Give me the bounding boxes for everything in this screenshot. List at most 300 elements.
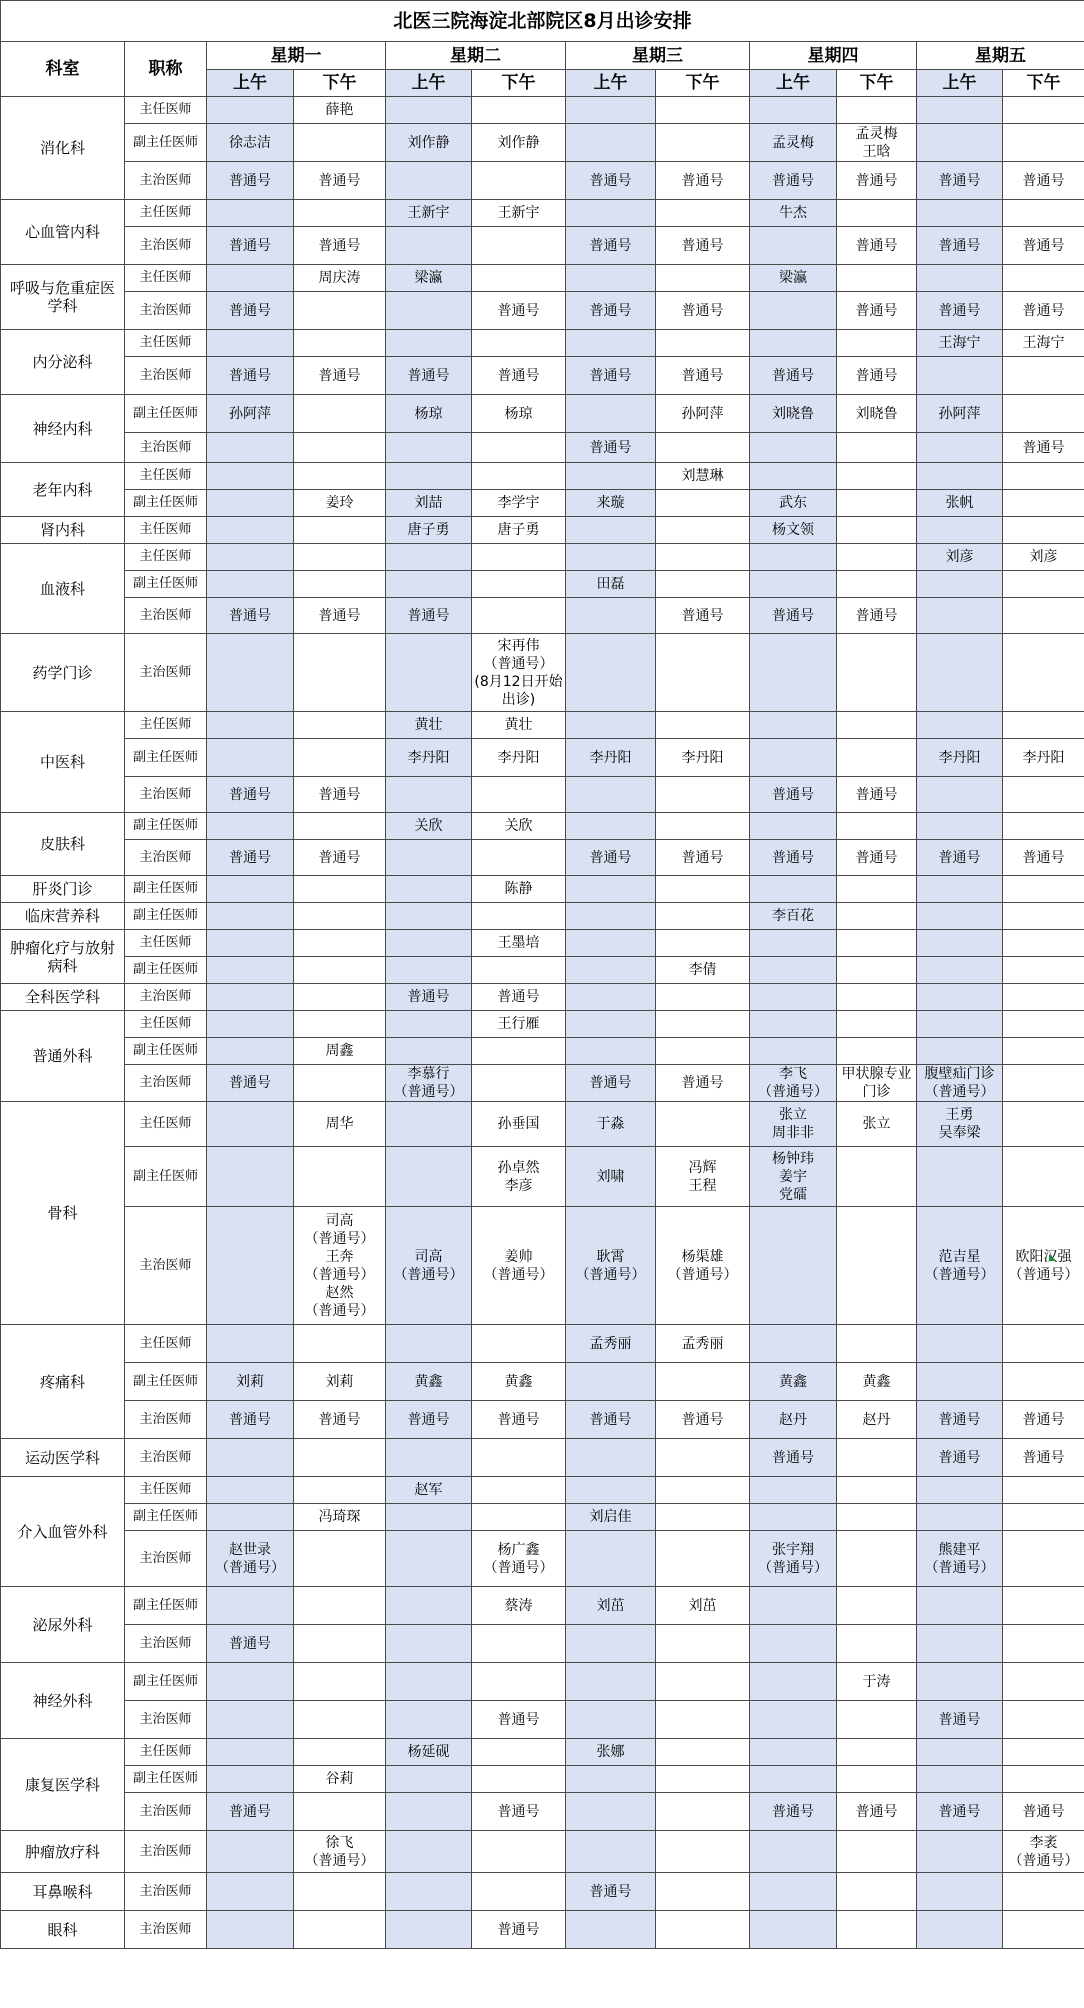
doctor-title: 主治医师 — [125, 292, 207, 330]
schedule-cell — [207, 1587, 294, 1625]
schedule-cell: 普通号 — [837, 162, 917, 200]
schedule-cell — [294, 1625, 386, 1663]
schedule-cell: 普通号 — [1003, 1401, 1084, 1439]
schedule-cell — [837, 1587, 917, 1625]
schedule-cell: 黄壮 — [386, 712, 472, 739]
schedule-row — [1, 1793, 1084, 1831]
schedule-cell — [837, 1531, 917, 1587]
schedule-cell: 周华 — [294, 1102, 386, 1147]
doctor-title: 主任医师 — [125, 517, 207, 544]
doctor-title: 副主任医师 — [125, 1766, 207, 1793]
schedule-cell — [207, 517, 294, 544]
schedule-cell — [750, 984, 837, 1011]
schedule-cell — [1003, 876, 1084, 903]
schedule-cell — [1003, 930, 1084, 957]
schedule-cell — [750, 1038, 837, 1065]
schedule-row — [1, 813, 1084, 840]
doctor-title: 主任医师 — [125, 544, 207, 571]
schedule-cell: 徐飞 （普通号） — [294, 1831, 386, 1873]
schedule-cell — [656, 124, 750, 162]
schedule-cell — [837, 712, 917, 739]
page-title: 北医三院海淀北部院区8月出诊安排 — [1, 1, 1084, 42]
schedule-cell — [207, 200, 294, 227]
schedule-row — [1, 1831, 1084, 1873]
doctor-title: 主任医师 — [125, 265, 207, 292]
schedule-cell — [386, 634, 472, 712]
department-name: 中医科 — [1, 712, 125, 813]
schedule-cell — [386, 1911, 472, 1949]
schedule-cell: 耿霄 （普通号） — [566, 1207, 656, 1325]
schedule-cell: 刘啸 — [566, 1147, 656, 1207]
schedule-row — [1, 1911, 1084, 1949]
schedule-cell — [566, 1831, 656, 1873]
schedule-row — [1, 712, 1084, 739]
schedule-cell: 普通号 — [386, 984, 472, 1011]
schedule-cell — [1003, 1065, 1084, 1102]
schedule-row — [1, 292, 1084, 330]
schedule-cell — [207, 463, 294, 490]
schedule-cell: 普通号 — [566, 292, 656, 330]
schedule-cell — [656, 634, 750, 712]
schedule-cell — [294, 813, 386, 840]
schedule-cell — [294, 984, 386, 1011]
schedule-row — [1, 1207, 1084, 1325]
department-name: 消化科 — [1, 97, 125, 200]
department-name: 康复医学科 — [1, 1739, 125, 1831]
schedule-cell — [294, 1477, 386, 1504]
schedule-row — [1, 1038, 1084, 1065]
schedule-row — [1, 777, 1084, 813]
schedule-cell: 普通号 — [656, 292, 750, 330]
schedule-cell — [917, 1831, 1003, 1873]
schedule-cell — [207, 1873, 294, 1911]
schedule-cell — [837, 984, 917, 1011]
schedule-cell — [1003, 1739, 1084, 1766]
schedule-cell: 孙垂国 — [472, 1102, 566, 1147]
department-name: 临床营养科 — [1, 903, 125, 930]
schedule-row — [1, 544, 1084, 571]
schedule-cell — [207, 1477, 294, 1504]
schedule-cell — [294, 1793, 386, 1831]
schedule-cell — [750, 433, 837, 463]
schedule-cell: 普通号 — [294, 227, 386, 265]
schedule-cell: 李倩 — [656, 957, 750, 984]
doctor-title: 主治医师 — [125, 1831, 207, 1873]
schedule-cell — [837, 1477, 917, 1504]
schedule-cell — [1003, 598, 1084, 634]
schedule-cell — [1003, 1625, 1084, 1663]
schedule-cell — [917, 1325, 1003, 1363]
department-name: 神经外科 — [1, 1663, 125, 1739]
schedule-cell — [472, 463, 566, 490]
schedule-cell: 普通号 — [1003, 1793, 1084, 1831]
schedule-cell: 普通号 — [656, 840, 750, 876]
schedule-cell — [750, 634, 837, 712]
header-pm: 下午 — [837, 70, 917, 97]
schedule-cell — [917, 1038, 1003, 1065]
schedule-row — [1, 517, 1084, 544]
schedule-cell: 来璇 — [566, 490, 656, 517]
schedule-cell: 梁瀛 — [750, 265, 837, 292]
department-name: 肾内科 — [1, 517, 125, 544]
schedule-cell: 张立 — [837, 1102, 917, 1147]
doctor-title: 主治医师 — [125, 1701, 207, 1739]
header-day-fri: 星期五 — [917, 42, 1084, 70]
schedule-cell — [566, 1701, 656, 1739]
schedule-cell — [566, 903, 656, 930]
schedule-cell — [207, 1831, 294, 1873]
schedule-cell — [656, 1477, 750, 1504]
schedule-cell: 普通号 — [386, 357, 472, 395]
schedule-cell: 普通号 — [472, 1401, 566, 1439]
schedule-cell — [207, 1147, 294, 1207]
doctor-title: 主治医师 — [125, 634, 207, 712]
schedule-cell: 杨渠雄 （普通号） — [656, 1207, 750, 1325]
schedule-cell — [207, 634, 294, 712]
schedule-cell: 普通号 — [472, 292, 566, 330]
schedule-cell: 杨延砚 — [386, 1739, 472, 1766]
schedule-cell — [917, 265, 1003, 292]
schedule-cell — [917, 97, 1003, 124]
schedule-cell — [472, 957, 566, 984]
schedule-cell — [472, 1325, 566, 1363]
schedule-cell — [837, 1439, 917, 1477]
schedule-cell — [837, 1625, 917, 1663]
doctor-title: 副主任医师 — [125, 903, 207, 930]
schedule-cell — [294, 517, 386, 544]
schedule-cell: 关欣 — [386, 813, 472, 840]
schedule-cell: 普通号 — [566, 227, 656, 265]
schedule-cell: 王新宇 — [472, 200, 566, 227]
department-name: 肿瘤放疗科 — [1, 1831, 125, 1873]
schedule-cell — [750, 571, 837, 598]
schedule-cell: 普通号 — [472, 984, 566, 1011]
schedule-row — [1, 463, 1084, 490]
schedule-cell — [207, 739, 294, 777]
schedule-row — [1, 1325, 1084, 1363]
schedule-cell: 普通号 — [207, 357, 294, 395]
schedule-cell — [656, 1663, 750, 1701]
schedule-cell — [750, 1766, 837, 1793]
doctor-title: 主任医师 — [125, 97, 207, 124]
schedule-cell — [656, 517, 750, 544]
schedule-cell: 普通号 — [837, 840, 917, 876]
schedule-cell — [837, 544, 917, 571]
doctor-title: 主治医师 — [125, 162, 207, 200]
schedule-cell — [656, 1831, 750, 1873]
schedule-cell — [837, 1873, 917, 1911]
header-am: 上午 — [207, 70, 294, 97]
department-name: 肝炎门诊 — [1, 876, 125, 903]
schedule-cell: 普通号 — [207, 840, 294, 876]
schedule-cell — [472, 1477, 566, 1504]
schedule-cell: 普通号 — [1003, 840, 1084, 876]
schedule-cell — [386, 1038, 472, 1065]
schedule-cell: 司高 （普通号） — [386, 1207, 472, 1325]
schedule-row — [1, 739, 1084, 777]
schedule-cell: 李丹阳 — [917, 739, 1003, 777]
schedule-cell — [750, 739, 837, 777]
schedule-cell — [294, 1911, 386, 1949]
schedule-row — [1, 490, 1084, 517]
schedule-row — [1, 162, 1084, 200]
schedule-cell — [917, 1625, 1003, 1663]
doctor-title: 主任医师 — [125, 1477, 207, 1504]
doctor-title: 副主任医师 — [125, 739, 207, 777]
schedule-row — [1, 1011, 1084, 1038]
schedule-cell: 普通号 — [472, 1793, 566, 1831]
schedule-cell: 于涛 — [837, 1663, 917, 1701]
schedule-row — [1, 1102, 1084, 1147]
schedule-cell: 牛杰 — [750, 200, 837, 227]
schedule-cell — [207, 876, 294, 903]
doctor-title: 主治医师 — [125, 1439, 207, 1477]
schedule-cell: 刘彦 — [1003, 544, 1084, 571]
schedule-row — [1, 957, 1084, 984]
schedule-cell: 普通号 — [656, 162, 750, 200]
schedule-cell: 普通号 — [1003, 227, 1084, 265]
schedule-cell: 普通号 — [750, 357, 837, 395]
schedule-row — [1, 1531, 1084, 1587]
schedule-cell: 唐子勇 — [472, 517, 566, 544]
schedule-cell — [386, 97, 472, 124]
schedule-cell: 杨文领 — [750, 517, 837, 544]
schedule-cell: 王墨培 — [472, 930, 566, 957]
doctor-title: 主任医师 — [125, 1739, 207, 1766]
schedule-cell — [386, 571, 472, 598]
schedule-cell — [207, 433, 294, 463]
schedule-cell — [472, 97, 566, 124]
doctor-title: 副主任医师 — [125, 124, 207, 162]
schedule-cell: 普通号 — [917, 292, 1003, 330]
schedule-cell: 李丹阳 — [656, 739, 750, 777]
schedule-cell — [386, 777, 472, 813]
schedule-cell — [472, 1873, 566, 1911]
schedule-cell: 周庆涛 — [294, 265, 386, 292]
schedule-cell — [1003, 634, 1084, 712]
doctor-title: 主任医师 — [125, 930, 207, 957]
schedule-cell — [207, 1766, 294, 1793]
schedule-cell: 徐志洁 — [207, 124, 294, 162]
schedule-cell — [837, 1911, 917, 1949]
schedule-cell — [566, 984, 656, 1011]
schedule-cell — [386, 162, 472, 200]
schedule-cell — [566, 1766, 656, 1793]
schedule-cell — [294, 1739, 386, 1766]
schedule-cell — [837, 903, 917, 930]
schedule-cell — [566, 634, 656, 712]
schedule-cell: 杨钟玮 姜宇 党礌 — [750, 1147, 837, 1207]
schedule-cell — [917, 1739, 1003, 1766]
schedule-row — [1, 1701, 1084, 1739]
schedule-cell: 田磊 — [566, 571, 656, 598]
schedule-cell — [917, 777, 1003, 813]
schedule-cell: 普通号 — [837, 1793, 917, 1831]
schedule-cell — [750, 544, 837, 571]
schedule-row — [1, 1439, 1084, 1477]
doctor-title: 副主任医师 — [125, 1587, 207, 1625]
schedule-cell: 普通号 — [917, 1701, 1003, 1739]
schedule-cell — [566, 1011, 656, 1038]
schedule-row — [1, 876, 1084, 903]
schedule-cell: 司高 （普通号） 王奔 （普通号） 赵然 （普通号） — [294, 1207, 386, 1325]
department-name: 老年内科 — [1, 463, 125, 517]
schedule-cell — [656, 1766, 750, 1793]
schedule-cell — [294, 124, 386, 162]
schedule-cell: 张娜 — [566, 1739, 656, 1766]
doctor-title: 副主任医师 — [125, 395, 207, 433]
schedule-cell — [656, 1739, 750, 1766]
schedule-cell — [472, 1766, 566, 1793]
schedule-cell — [294, 903, 386, 930]
schedule-cell: 赵世录 （普通号） — [207, 1531, 294, 1587]
schedule-row — [1, 634, 1084, 712]
schedule-cell — [472, 571, 566, 598]
schedule-cell: 普通号 — [1003, 292, 1084, 330]
schedule-cell — [917, 1911, 1003, 1949]
cell-corner-marker — [1049, 1254, 1056, 1261]
schedule-cell — [566, 544, 656, 571]
schedule-cell: 普通号 — [656, 598, 750, 634]
schedule-cell: 李丹阳 — [472, 739, 566, 777]
schedule-cell — [1003, 813, 1084, 840]
schedule-cell — [750, 1831, 837, 1873]
schedule-cell — [566, 97, 656, 124]
schedule-cell — [656, 876, 750, 903]
schedule-cell — [207, 903, 294, 930]
schedule-cell — [566, 1911, 656, 1949]
schedule-cell: 普通号 — [750, 840, 837, 876]
schedule-cell: 普通号 — [917, 1439, 1003, 1477]
schedule-cell — [566, 1663, 656, 1701]
header-am: 上午 — [750, 70, 837, 97]
doctor-title: 主治医师 — [125, 357, 207, 395]
doctor-title: 主治医师 — [125, 1207, 207, 1325]
schedule-row — [1, 1477, 1084, 1504]
schedule-cell — [207, 265, 294, 292]
schedule-cell: 普通号 — [837, 357, 917, 395]
doctor-title: 副主任医师 — [125, 1147, 207, 1207]
schedule-cell — [1003, 463, 1084, 490]
doctor-title: 主治医师 — [125, 1401, 207, 1439]
schedule-cell — [207, 1325, 294, 1363]
doctor-title: 主任医师 — [125, 1011, 207, 1038]
schedule-cell — [1003, 1766, 1084, 1793]
header-level: 职称 — [125, 42, 207, 97]
schedule-cell — [207, 984, 294, 1011]
schedule-cell — [386, 1531, 472, 1587]
schedule-cell — [566, 813, 656, 840]
schedule-cell — [386, 1701, 472, 1739]
header-pm: 下午 — [1003, 70, 1084, 97]
schedule-cell — [1003, 265, 1084, 292]
schedule-cell — [294, 200, 386, 227]
schedule-cell: 普通号 — [750, 598, 837, 634]
schedule-cell — [1003, 712, 1084, 739]
schedule-cell — [566, 598, 656, 634]
schedule-cell — [917, 712, 1003, 739]
schedule-cell: 普通号 — [207, 1065, 294, 1102]
schedule-cell: 张宇翔 （普通号） — [750, 1531, 837, 1587]
schedule-cell — [386, 930, 472, 957]
schedule-cell — [917, 1766, 1003, 1793]
schedule-cell — [656, 712, 750, 739]
schedule-cell — [472, 162, 566, 200]
schedule-cell — [472, 227, 566, 265]
schedule-cell — [207, 1038, 294, 1065]
schedule-cell: 普通号 — [837, 227, 917, 265]
schedule-cell — [656, 777, 750, 813]
schedule-cell — [294, 463, 386, 490]
schedule-cell: 李慕行 （普通号） — [386, 1065, 472, 1102]
schedule-row — [1, 1766, 1084, 1793]
schedule-cell: 赵军 — [386, 1477, 472, 1504]
schedule-cell — [1003, 1147, 1084, 1207]
schedule-cell — [207, 1911, 294, 1949]
schedule-cell — [837, 571, 917, 598]
schedule-cell — [750, 463, 837, 490]
schedule-cell — [566, 1477, 656, 1504]
schedule-cell: 李袤 （普通号） — [1003, 1831, 1084, 1873]
schedule-cell — [917, 903, 1003, 930]
schedule-cell: 冯琦琛 — [294, 1504, 386, 1531]
doctor-title: 副主任医师 — [125, 876, 207, 903]
schedule-cell — [472, 1739, 566, 1766]
schedule-cell: 姜帅 （普通号） — [472, 1207, 566, 1325]
schedule-cell: 蔡涛 — [472, 1587, 566, 1625]
department-name: 呼吸与危重症医学科 — [1, 265, 125, 330]
schedule-cell — [837, 1325, 917, 1363]
schedule-cell: 普通号 — [207, 292, 294, 330]
schedule-row — [1, 840, 1084, 876]
schedule-cell — [750, 1911, 837, 1949]
schedule-cell: 腹壁疝门诊 （普通号） — [917, 1065, 1003, 1102]
schedule-cell — [917, 598, 1003, 634]
schedule-cell — [750, 227, 837, 265]
doctor-title: 副主任医师 — [125, 1504, 207, 1531]
schedule-cell — [386, 1587, 472, 1625]
schedule-cell: 普通号 — [750, 162, 837, 200]
schedule-cell — [750, 813, 837, 840]
department-name: 心血管内科 — [1, 200, 125, 265]
schedule-cell — [837, 490, 917, 517]
schedule-cell: 唐子勇 — [386, 517, 472, 544]
schedule-cell — [207, 1663, 294, 1701]
schedule-cell: 谷莉 — [294, 1766, 386, 1793]
doctor-title: 主任医师 — [125, 330, 207, 357]
schedule-cell — [386, 463, 472, 490]
doctor-title: 副主任医师 — [125, 490, 207, 517]
schedule-cell: 刘茁 — [656, 1587, 750, 1625]
schedule-cell — [294, 571, 386, 598]
schedule-cell: 刘茁 — [566, 1587, 656, 1625]
schedule-cell — [656, 1911, 750, 1949]
doctor-title: 副主任医师 — [125, 1663, 207, 1701]
schedule-cell — [917, 876, 1003, 903]
schedule-cell — [1003, 903, 1084, 930]
schedule-cell — [472, 330, 566, 357]
schedule-cell: 普通号 — [472, 1911, 566, 1949]
schedule-cell — [750, 1011, 837, 1038]
schedule-cell — [294, 957, 386, 984]
schedule-cell: 普通号 — [750, 777, 837, 813]
schedule-cell — [294, 712, 386, 739]
schedule-cell — [1003, 1504, 1084, 1531]
schedule-cell: 李丹阳 — [386, 739, 472, 777]
schedule-cell: 普通号 — [566, 1873, 656, 1911]
schedule-cell — [656, 97, 750, 124]
doctor-title: 副主任医师 — [125, 1363, 207, 1401]
